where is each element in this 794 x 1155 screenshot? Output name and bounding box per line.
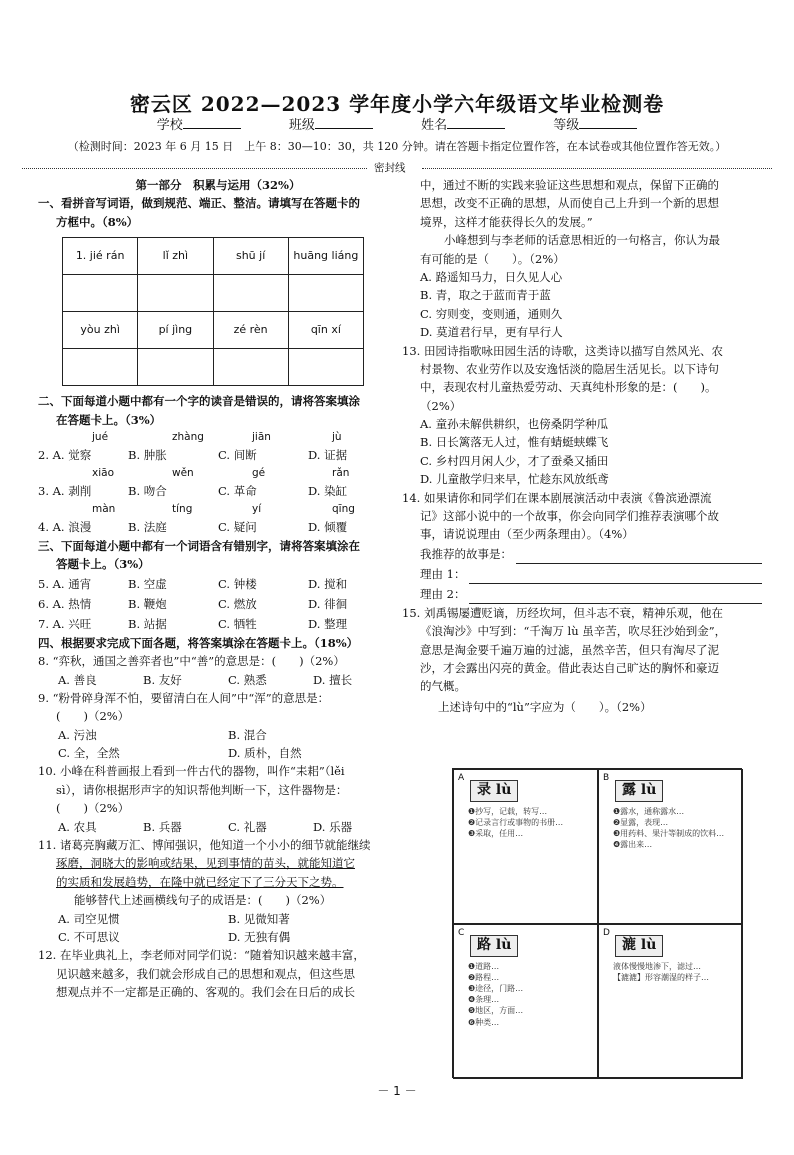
q12-stem: 12. 在毕业典礼上，李老师对同学们说：“随着知识越来越丰富， — [38, 948, 365, 963]
answer-box[interactable] — [63, 275, 138, 312]
question-row: 2. A. 觉察 B. 肿胀 C. 间断 D. 证据 — [38, 447, 348, 462]
reason1-answer-line[interactable]: 理由 1： — [402, 564, 762, 584]
q4-title: 四、根据要求完成下面各题，将答案填涂在答题卡上。（18%） — [38, 635, 359, 650]
answer-box[interactable] — [288, 275, 363, 312]
q11-stem: 11. 诸葛亮胸藏万汇、博闻强识，他知道一个小小的细节就能继续 — [38, 838, 371, 853]
q8-stem: 8. “弈秋，通国之善弈者也”中“善”的意思是：( )（2%） — [38, 654, 345, 669]
page-number: － 1 － — [377, 1084, 417, 1098]
question-row: 7. A. 兴旺 B. 站据 C. 牺牲 D. 整理 — [38, 616, 348, 631]
q9-options: A. 污浊 B. 混合 — [58, 727, 267, 742]
q11-options: A. 司空见惯 B. 见微知著 — [58, 911, 290, 926]
school-field[interactable]: 学校 — [157, 116, 241, 137]
q9-stem: 9. “粉骨碎身浑不怕，要留清白在人间”中“浑”的意思是： — [38, 690, 330, 705]
pinyin-row: xiāo wěn gé rǎn — [92, 466, 350, 479]
left-column: 第一部分 积累与运用（32%） 一、看拼音写词语，做到规范、端正、整洁。请填写在答题卡的 方框中。（8%） 1. jié rán lǐ zhì shū jí huāng liáng yòu zhì pí jìng zé rèn qīn xí 二、下面每道小题中都有一个字的读音是错误的，请将答案填涂 在答题卡上。（3%） jué zhàng jiān jù 2. A. 觉察 B. 肿胀 C. 间断 D. 证据 xiāo wěn gé rǎn 3. A. 剥削 B. 吻合 C. 革命 D. 染缸 màn tíng yí qīng 4. A. 浪漫 B. 法庭 C. 疑问 D. 倾覆 三、下面每道小题中都有一个词语含有错别字，请将答案填涂在 答题卡上。（3%） 5. A. 通宵 B. 空虚 C. 钟楼 D. 搅和 6. A. 热情 B. 鞭炮 C. 燃放 D. 徘徊 7. A. 兴旺 B. 站据 C. 牺牲 D. 整理 四、根据要求完成下面各题，将答案填涂在答题卡上。（18%） 8. “弈秋，通国之善弈者也”中“善”的意思是：( )（2%） A. 善良 B. 友好 C. 熟悉 D. 擅长 9. “粉骨碎身浑不怕，要留清白在人间”中“浑”的意思是： ( )（2%） A. 污浊 B. 混合 C. 全，全然 D. 质朴，自然 10. 小峰在科普画报上看到一件古代的器物，叫作“耒耜”（lěi sì），请你根据形声字的知识帮他判断一下，这件器物是： ( )（2%） A. 农具 B. 兵器 C. 礼器 D. 乐器 11. 诸葛亮胸藏万汇、博闻强识，他知道一个小小的细节就能继续 琢磨，洞晓大的影响或结果，见到事情的苗头，就能知道它 的实质和发展趋势，在隆中就已经定下了三分天下之势。 能够替代上述画横线句子的成语是：( )（2%） A. 司空见惯 B. 见微知著 C. 不可思议 D. 无独有偶 12. 在毕业典礼上，李老师对同学们说：“随着知识越来越丰富， 见识越来越多，我们就会形成自己的思想和观点，但这些思 想观点并不一定都是正确的、客观的。我们会在日后的成长 — [38, 176, 398, 1002]
dict-entry-a: A 录 lù ❶抄写，记载，转写… ❷记录言行或事物的书册… ❸采取，任用… — [453, 769, 598, 924]
part1-title: 第一部分 积累与运用（32%） — [135, 178, 301, 192]
q13-stem: 13. 田园诗指歌咏田园生活的诗歌，这类诗以描写自然风光、农 — [402, 343, 723, 358]
name-field[interactable]: 姓名 — [421, 116, 505, 137]
pinyin-row: màn tíng yí qīng — [92, 502, 355, 515]
q14-stem: 14. 如果请你和同学们在课本剧展演活动中表演《鲁滨逊漂流 — [402, 490, 712, 505]
q1-title: 一、看拼音写词语，做到规范、端正、整洁。请填写在答题卡的 — [38, 196, 360, 211]
answer-box[interactable] — [63, 349, 138, 386]
dict-entry-c: C 路 lù ❶道路… ❷路程… ❸途径，门路… ❹条理… ❺地区，方面… ❻种类… — [453, 924, 598, 1079]
exam-note: （检测时间：2023 年 6 月 15 日 上午 8：30—10：30，共 120 分钟。请在答题卡指定位置作答，在本试卷或其他位置作答无效。） — [67, 140, 727, 153]
question-row: 3. A. 剥削 B. 吻合 C. 革命 D. 染缸 — [38, 483, 348, 498]
question-row: 4. A. 浪漫 B. 法庭 C. 疑问 D. 倾覆 — [38, 519, 348, 534]
answer-box[interactable] — [213, 275, 288, 312]
question-row: 5. A. 通宵 B. 空虚 C. 钟楼 D. 搅和 — [38, 576, 348, 591]
q3-title: 三、下面每道小题中都有一个词语含有错别字，请将答案填涂在 — [38, 538, 360, 553]
seal-line: 密封线 — [22, 160, 772, 176]
grade-field[interactable]: 等级 — [553, 116, 637, 137]
right-column: 中，通过不断的实践来验证这些思想和观点，保留下正确的 思想，改变不正确的思想，从而使自己上升到一个新的思想 境界，这样才能获得长久的发展。” 小峰想到与李老师的话意思相近的一句格言，你认为最 有可能的是（ ）。（2%） A. 路遥知马力，日久见人心 B. 青，取之于蓝而青于蓝 C. 穷则变，变则通，通则久 D. 莫道君行早，更有早行人 13. 田园诗指歌咏田园生活的诗歌，这类诗以描写自然风光、农 村景物、农业劳作以及安逸恬淡的隐居生活见长。以下诗句 中，表现农村儿童热爱劳动、天真纯朴形象的是：( )。 （2%） A. 童孙未解供耕织，也傍桑阴学种瓜 B. 日长篱落无人过，惟有蜻蜓蛱蝶飞 C. 乡村四月闲人少，才了蚕桑又插田 D. 儿童散学归来早，忙趁东风放纸鸢 14. 如果请你和同学们在课本剧展演活动中表演《鲁滨逊漂流 记》这部小说中的一个故事，你会向同学们推荐表演哪个故 事，请说说理由（至少两条理由）。（4%） 我推荐的故事是： 理由 1： 理由 2： 15. 刘禹锡屡遭贬谪，历经坎坷，但斗志不衰，精神乐观，他在 《浪淘沙》中写到：“千淘万 lù 虽辛苦，吹尽狂沙始到金”， 意思是淘金要千遍万遍的过滤，虽然辛苦，但只有淘尽了泥 沙，才会露出闪亮的黄金。借此表达自己旷达的胸怀和豪迈 的气概。 上述诗句中的“lù”字应为（ ）。（2%） — [402, 176, 762, 716]
question-row: 6. A. 热情 B. 鞭炮 C. 燃放 D. 徘徊 — [38, 596, 348, 611]
answer-box[interactable] — [213, 349, 288, 386]
q8-options: A. 善良 B. 友好 C. 熟悉 D. 擅长 — [58, 672, 353, 687]
story-answer-line[interactable]: 我推荐的故事是： — [402, 544, 762, 564]
exam-title: 密云区 2022—2023 学年度小学六年级语文毕业检测卷 — [129, 92, 665, 116]
student-info-line — [0, 116, 794, 137]
answer-box[interactable] — [288, 349, 363, 386]
reason2-answer-line[interactable]: 理由 2： — [402, 584, 762, 604]
dictionary-entries-figure — [452, 768, 742, 1078]
answer-box[interactable] — [138, 349, 213, 386]
q15-stem: 15. 刘禹锡屡遭贬谪，历经坎坷，但斗志不衰，精神乐观，他在 — [402, 605, 723, 620]
pinyin-row: jué zhàng jiān jù — [92, 430, 342, 443]
answer-box[interactable] — [138, 275, 213, 312]
dict-entry-b: B 露 lù ❶露水，通称露水… ❷显露，表现… ❸用药料、果汁等制成的饮料… ❹露出来… — [598, 769, 743, 924]
dict-entry-d: D 漉 lù 液体慢慢地渗下，滤过… 【漉漉】形容潮湿的样子… — [598, 924, 743, 1079]
pinyin-grid: 1. jié rán lǐ zhì shū jí huāng liáng yòu zhì pí jìng zé rèn qīn xí — [62, 237, 364, 386]
q10-stem: 10. 小峰在科普画报上看到一件古代的器物，叫作“耒耜”（lěi — [38, 764, 345, 779]
class-field[interactable]: 班级 — [289, 116, 373, 137]
q10-options: A. 农具 B. 兵器 C. 礼器 D. 乐器 — [58, 819, 353, 834]
q2-title: 二、下面每道小题中都有一个字的读音是错误的，请将答案填涂 — [38, 394, 360, 409]
